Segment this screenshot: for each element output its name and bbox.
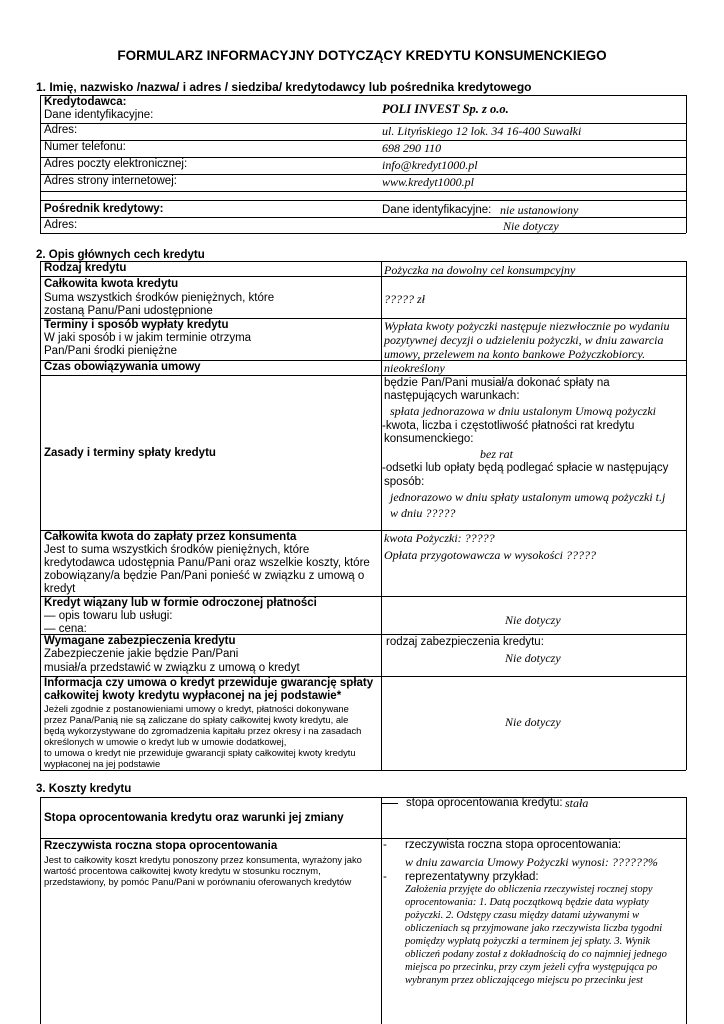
repayment-text: konsumenckiego: xyxy=(384,433,474,445)
rule xyxy=(40,261,41,770)
lender-address-value: ul. Lityńskiego 12 lok. 34 16-400 Suwałki xyxy=(382,124,582,138)
repayment-text: bez rat xyxy=(480,447,513,461)
example-text: miejsca po przecinku, przy czym jeżeli cyfra występująca po xyxy=(405,962,658,973)
interest-rate-value-label: stopa oprocentowania kredytu: xyxy=(406,797,563,809)
deferred-credit-desc: — cena: xyxy=(44,623,87,635)
repayment-text: jednorazowo w dniu spłaty ustalonym umową pożyczki t.j xyxy=(390,490,666,504)
guarantee-desc: określonych w umowie o kredyt lub w umowie dodatkowej, xyxy=(44,736,287,747)
broker-id-label: Dane identyfikacyjne: xyxy=(382,204,492,216)
rrso-desc: Jest to całkowity koszt kredytu ponoszony przez konsumenta, wyrażony jako xyxy=(44,854,362,865)
lender-web-label: Adres strony internetowej: xyxy=(44,175,177,187)
total-to-pay-value: kwota Pożyczki: ????? xyxy=(384,531,495,545)
example-text: pożyczki. 2. Odstępy czasu między datami używanymi w xyxy=(405,910,640,921)
credit-total-value: ????? zł xyxy=(384,292,426,306)
deferred-credit-desc: — opis towaru lub usługi: xyxy=(44,610,173,622)
duration-value: nieokreślony xyxy=(384,361,445,375)
total-to-pay-desc: Jest to suma wszystkich środków pieniężnych, które xyxy=(44,544,310,556)
example-text: pomiędzy wypłatą pożyczki a terminem jej spłaty. 3. Wynik xyxy=(405,936,651,947)
list-dash: - xyxy=(383,871,387,883)
rule xyxy=(40,770,686,771)
total-to-pay-desc: kredyt xyxy=(44,583,76,595)
lender-label: Kredytodawca: xyxy=(44,96,127,108)
list-dash: - xyxy=(383,839,387,851)
deferred-credit-value: Nie dotyczy xyxy=(505,613,561,627)
rule xyxy=(40,233,686,234)
security-desc: Zabezpieczenie jakie będzie Pan/Pani xyxy=(44,648,239,660)
example-text: oprocentowania: 1. Datą początkową będzie data wypłaty xyxy=(405,897,649,908)
credit-total-desc: Suma wszystkich środków pieniężnych, które xyxy=(44,292,275,304)
total-to-pay-desc: kredytodawca udostępnia Panu/Pani oraz wszelkie koszty, które xyxy=(44,557,370,569)
rrso-value: w dniu zawarcia Umowy Pożyczki wynosi: ??????% xyxy=(405,855,658,869)
guarantee-value: Nie dotyczy xyxy=(505,715,561,729)
document-title: FORMULARZ INFORMACYJNY DOTYCZĄCY KREDYTU KONSUMENCKIEGO xyxy=(117,48,607,63)
example-text: Założenia przyjęte do obliczenia rzeczywistej rocznej stopy xyxy=(405,884,653,895)
rrso-desc: wartość procentowa całkowitej kwoty kredytu w stosunku rocznym, xyxy=(44,865,321,876)
rule xyxy=(40,276,686,277)
lender-address-label: Adres: xyxy=(44,124,78,136)
rule xyxy=(40,797,41,1024)
rule xyxy=(381,261,382,770)
payout-terms-desc: Pan/Pani środki pieniężne xyxy=(44,345,177,357)
example-text: wybranym przez obliczającego miejscu po przecinku jest xyxy=(405,975,643,986)
security-value-label: rodzaj zabezpieczenia kredytu: xyxy=(386,636,544,648)
lender-phone-value: 698 290 110 xyxy=(382,141,442,155)
rrso-label: Rzeczywista roczna stopa oprocentowania xyxy=(44,840,278,852)
section-3-heading: 3. Koszty kredytu xyxy=(36,783,132,795)
repayment-text: będzie Pan/Pani musiał/a dokonać spłaty na xyxy=(384,377,610,389)
credit-type-value: Pożyczka na dowolny cel konsumpcyjny xyxy=(384,263,576,277)
repayment-text: spłata jednorazowa w dniu ustalonym Umową pożyczki xyxy=(390,404,656,418)
broker-id-value: nie ustanowiony xyxy=(500,203,579,217)
guarantee-label: całkowitej kwoty kredytu wypłaconej na jej podstawie* xyxy=(44,690,342,702)
rule xyxy=(40,797,686,798)
rule xyxy=(686,261,687,770)
rule xyxy=(40,200,686,201)
security-value: Nie dotyczy xyxy=(505,651,561,665)
repayment-text: -odsetki lub opłaty będą podlegać spłacie w następujący xyxy=(382,462,669,474)
rule xyxy=(40,95,41,233)
section-2-heading: 2. Opis głównych cech kredytu xyxy=(36,249,205,261)
payout-terms-desc: W jaki sposób i w jakim terminie otrzyma xyxy=(44,332,252,344)
rule xyxy=(686,797,687,1024)
total-to-pay-value: Opłata przygotowawcza w wysokości ????? xyxy=(384,548,596,562)
total-to-pay-label: Całkowita kwota do zapłaty przez konsumenta xyxy=(44,531,297,543)
security-label: Wymagane zabezpieczenia kredytu xyxy=(44,635,236,647)
total-to-pay-desc: zobowiązany/a będzie Pan/Pani ponieść w związku z umową o xyxy=(44,570,365,582)
interest-rate-label: Stopa oprocentowania kredytu oraz warunki jej zmiany xyxy=(44,812,344,824)
payout-terms-value: pozytywnej decyzji o udzieleniu pożyczki, w dniu zawarcia xyxy=(384,333,664,347)
example-text: obliczeń podany został z dokładnością do co najmniej jednego xyxy=(405,949,667,960)
credit-type-label: Rodzaj kredytu xyxy=(44,262,127,274)
lender-phone-label: Numer telefonu: xyxy=(44,141,126,153)
rule xyxy=(40,217,686,218)
example-label: reprezentatywny przykład: xyxy=(405,871,539,883)
duration-label: Czas obowiązywania umowy xyxy=(44,361,201,373)
repayment-text: w dniu ????? xyxy=(390,506,456,520)
repayment-text: sposób: xyxy=(384,476,425,488)
rule xyxy=(381,797,382,1024)
rule xyxy=(40,191,686,192)
lender-email-label: Adres poczty elektronicznej: xyxy=(44,158,188,170)
lender-id-value: POLI INVEST Sp. z o.o. xyxy=(382,102,509,116)
rule xyxy=(40,375,686,376)
payout-terms-value: Wypłata kwoty pożyczki następuje niezwłocznie po wydaniu xyxy=(384,319,670,333)
rule xyxy=(40,123,686,124)
guarantee-desc: przez Pana/Panią nie są zaliczane do spłaty całkowitej kwoty kredytu, ale xyxy=(44,714,349,725)
example-text: obliczeniach są przyjmowane jako rzeczywista liczba tygodni xyxy=(405,923,663,934)
rule xyxy=(686,95,687,233)
lender-email-value: info@kredyt1000.pl xyxy=(382,158,478,172)
deferred-credit-label: Kredyt wiązany lub w formie odroczonej płatności xyxy=(44,597,317,609)
broker-address-label: Adres: xyxy=(44,219,78,231)
rrso-value-label: rzeczywista roczna stopa oprocentowania: xyxy=(405,839,622,851)
interest-rate-value: stała xyxy=(565,796,589,810)
payout-terms-label: Terminy i sposób wypłaty kredytu xyxy=(44,319,229,331)
repayment-text: następujących warunkach: xyxy=(384,390,520,402)
credit-total-desc: zostaną Panu/Pani udostępnione xyxy=(44,305,213,317)
guarantee-desc: wypłaconej na jej podstawie xyxy=(44,758,161,769)
repayment-text: -kwota, liczba i częstotliwość płatności rat kredytu xyxy=(382,420,635,432)
rrso-desc: przedstawiony, by pomóc Panu/Pani w porównaniu oferowanych kredytów xyxy=(44,876,352,887)
guarantee-desc: to umowa o kredyt nie przewiduje gwarancji spłaty całkowitej kwoty kredytu xyxy=(44,747,356,758)
security-desc: musiał/a przedstawić w związku z umową o kredyt xyxy=(44,662,300,674)
guarantee-label: Informacja czy umowa o kredyt przewiduje gwarancję spłaty xyxy=(44,677,374,689)
broker-address-value: Nie dotyczy xyxy=(503,219,559,233)
payout-terms-value: umowy, przelewem na konto bankowe Pożyczkobiorcy. xyxy=(384,347,646,361)
broker-label: Pośrednik kredytowy: xyxy=(44,203,164,215)
section-1-heading: 1. Imię, nazwisko /nazwa/ i adres / siedziba/ kredytodawcy lub pośrednika kredytowego xyxy=(36,80,532,94)
rule xyxy=(40,261,686,262)
repayment-label: Zasady i terminy spłaty kredytu xyxy=(44,447,216,459)
guarantee-desc: Jeżeli zgodnie z postanowieniami umowy o kredyt, płatności dokonywane xyxy=(44,703,349,714)
guarantee-desc: będą wykorzystywane do zgromadzenia kapitału przez okresy i na zasadach xyxy=(44,725,362,736)
rule xyxy=(40,95,686,96)
list-dash xyxy=(382,803,398,804)
lender-id-label: Dane identyfikacyjne: xyxy=(44,109,154,121)
lender-web-value: www.kredyt1000.pl xyxy=(382,175,474,189)
credit-total-label: Całkowita kwota kredytu xyxy=(44,278,179,290)
rule xyxy=(40,140,686,141)
